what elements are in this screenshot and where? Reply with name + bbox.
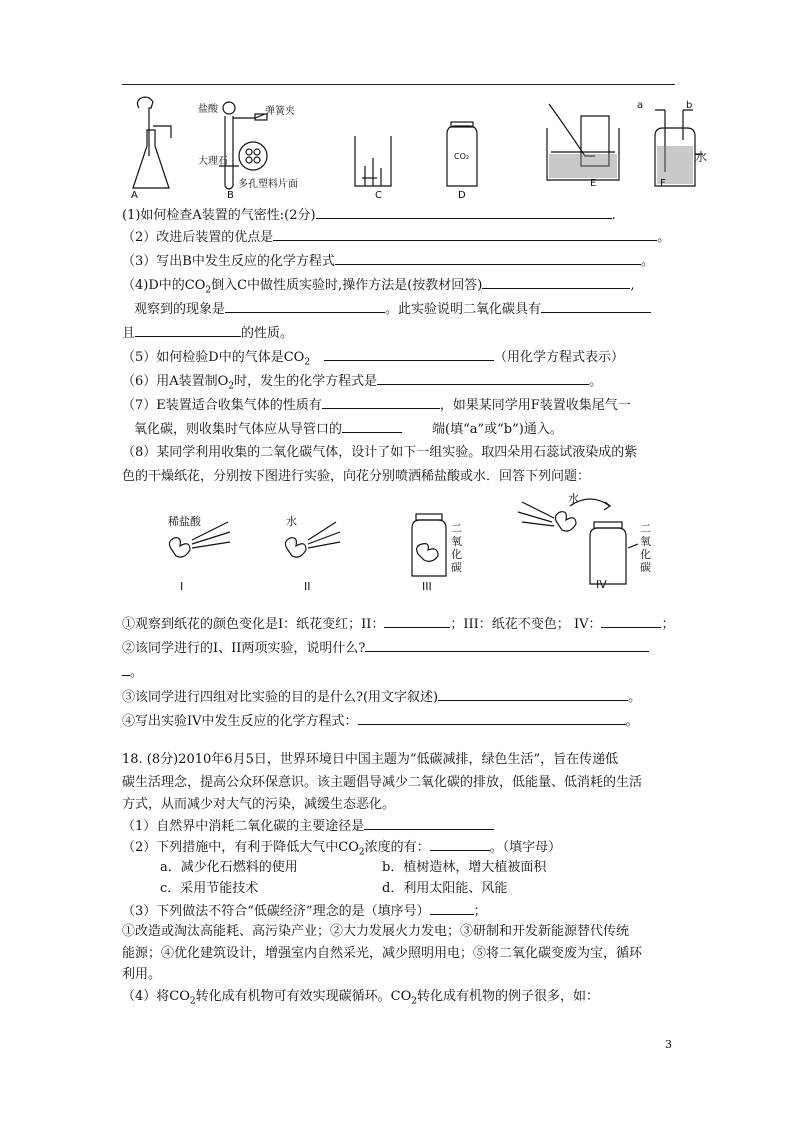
q17-sub-2b: 。 — [122, 661, 143, 683]
experiment-drawing — [150, 488, 670, 588]
exp-iv-side: 二氧化碳 — [640, 522, 651, 574]
exp-ii-top: 水 — [286, 515, 297, 528]
exp-label-iii: III — [422, 580, 432, 593]
label-port-a: a — [637, 100, 644, 111]
label-plate: 多孔塑料片面 — [238, 179, 298, 190]
q18-para-1: 18. (8分)2010年6月5日，世界环境日中国主题为“低碳减排，绿色生活”，旨在传递低 — [122, 752, 619, 767]
label-e: E — [590, 178, 597, 189]
page-number: 3 — [665, 1038, 672, 1051]
q17-line-4b: 观察到的现象是 。此实验说明二氧化碳具有 — [134, 298, 651, 320]
label-marble: 大理石 — [198, 156, 228, 167]
q17-line-2: （2）改进后装置的优点是 。 — [122, 226, 670, 248]
exp-label-i: I — [180, 580, 184, 593]
q17-line-4c: 且 的性质。 — [122, 322, 293, 344]
label-clip: 弹簧夹 — [265, 106, 295, 117]
q17-line-8b: 色的干燥纸花，分别按下图进行实验，向花分别喷洒稀盐酸或水．回答下列问题： — [122, 469, 591, 484]
q18-q3-line-a: ①改造或淘汰高能耗、高污染产业；②大力发展火力发电；③研制和开发新能源替代传统 — [122, 924, 630, 939]
label-b: B — [227, 190, 234, 201]
q17-line-7b: 氧化碳，则收集时气体应从导管口的 端(填“a”或“b”)通入。 — [134, 418, 563, 440]
q18-para-2: 碳生活理念，提高公众环保意识。该主题倡导减少二氧化碳的排放，低能量、低消耗的生活 — [122, 775, 643, 790]
q17-sub-2: ②该同学进行的I、II两项实验，说明什么? — [122, 637, 649, 659]
label-f: F — [660, 178, 666, 189]
exp-label-iv: IV — [596, 578, 607, 591]
header-rule — [122, 84, 675, 85]
exp-i-top: 稀盐酸 — [168, 515, 201, 528]
label-a: A — [131, 190, 138, 201]
exp-iv-top: 水 — [568, 492, 579, 505]
q18-q3-line-b: 能源；④优化建筑设计，增强室内自然采光，减少照明用电；⑤将二氧化碳变废为宝，循环 — [122, 946, 643, 961]
experiment-figure — [150, 488, 670, 588]
q17-line-7a: （7）E装置适合收集气体的性质有 ，如果某同学用F装置收集尾气一 — [122, 394, 631, 416]
q18-q1: （1）自然界中消耗二氧化碳的主要途径是 — [122, 815, 494, 837]
label-hcl: 盐酸 — [198, 104, 218, 115]
label-co2-jar: CO₂ — [454, 152, 470, 161]
q18-q2: （2）下列措施中，有利于降低大气中$CO_2$浓度的有： 。（填字母） — [122, 836, 561, 864]
q17-line-5: （5）如何检验D中的气体是$CO_2$ （用化学方程式表示） — [122, 346, 624, 374]
exp-iii-side: 二氧化碳 — [451, 522, 462, 574]
q18-q3: （3）下列做法不符合“低碳经济”理念的是（填序号） ； — [122, 900, 487, 922]
q18-q3-line-c: 利用。 — [122, 967, 162, 982]
q17-sub-1: ①观察到纸花的颜色变化是I：纸花变红；II： ；III：纸花不变色； IV： ； — [122, 613, 674, 635]
exp-label-ii: II — [304, 580, 311, 593]
label-d: D — [458, 190, 466, 201]
label-c: C — [375, 190, 382, 201]
q17-line-1: (1)如何检查A装置的气密性:(2分) . — [122, 204, 616, 226]
q18-options-ab: a．减少化石燃料的使用 b．植树造林，增大植被面积 — [160, 860, 547, 875]
q18-para-3: 方式，从而减少对大气的污染，减缓生态恶化。 — [122, 797, 396, 812]
q18-q4: （4）将$CO_2$转化成有机物可有效实现碳循环。$CO_2$转化成有机物的例子很多，如： — [122, 989, 599, 1007]
q17-sub-4: ④写出实验IV中发生反应的化学方程式： 。 — [122, 710, 639, 732]
q17-sub-3: ③该同学进行四组对比实验的目的是什么?(用文字叙述) 。 — [122, 686, 641, 708]
label-port-b: b — [686, 100, 693, 111]
q17-line-8a: （8）某同学利用收集的二氧化碳气体，设计了如下一组实验。取四朵用石蕊试液染成的紫 — [122, 445, 638, 460]
q17-line-3: （3）写出B中发生反应的化学方程式 。 — [122, 250, 654, 272]
q17-line-4a: （4)D中的$CO_2$倒入C中做性质实验时,操作方法是(按教材回答) , — [122, 274, 634, 302]
q18-options-cd: c．采用节能技术 d．利用太阳能、风能 — [160, 881, 508, 896]
label-water: 水 — [695, 150, 708, 164]
q17-line-6: （6）用A装置制$O_2$时，发生的化学方程式是 。 — [122, 370, 602, 398]
